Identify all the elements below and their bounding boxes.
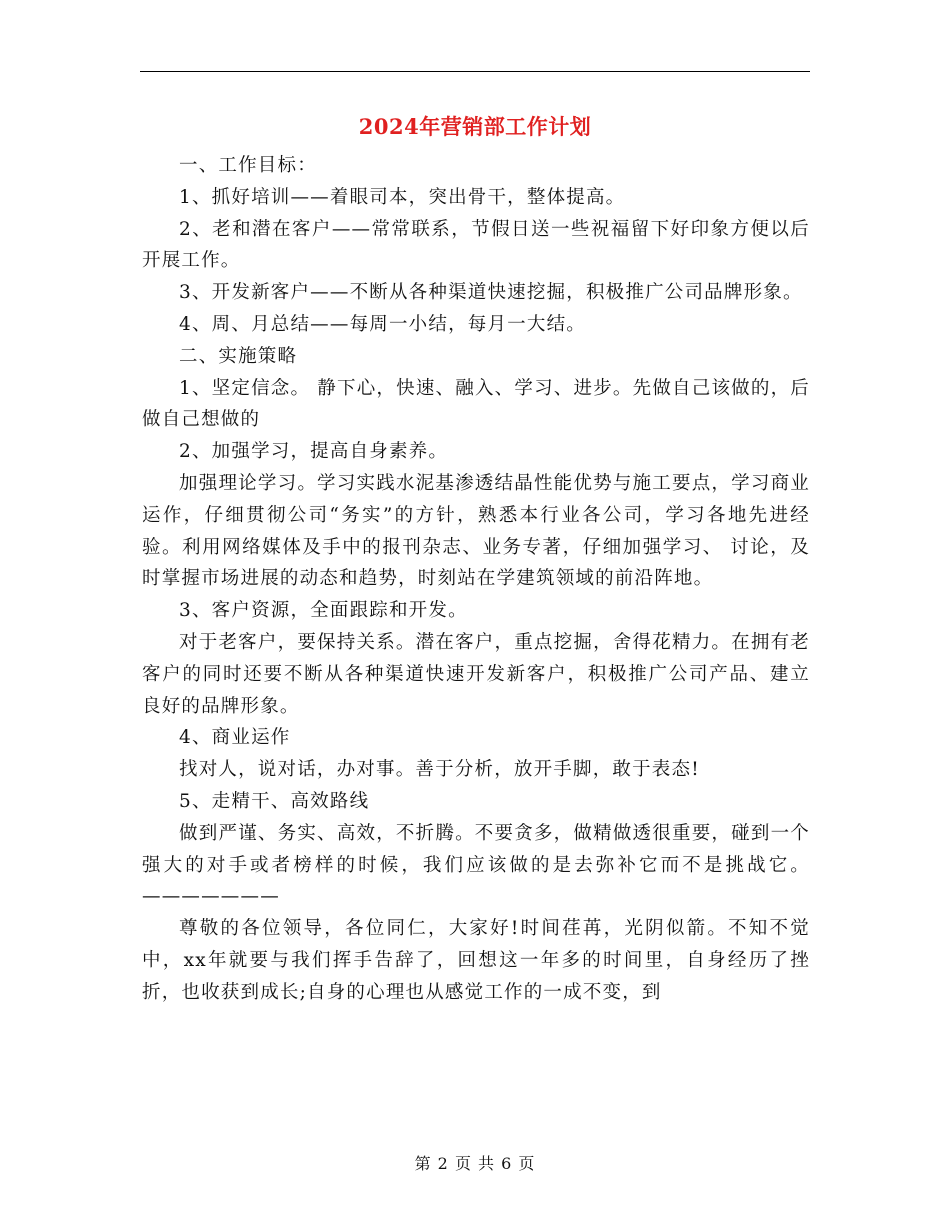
document-body <box>142 150 810 1009</box>
page-footer: 第 2 页 共 6 页 <box>414 1154 536 1173</box>
paragraph: 做到严谨、务实、高效，不折腾。不要贪多，做精做透很重要，碰到一个强大的对手或者榜样的时候，我们应该做的是去弥补它而不是挑战它。——————— <box>142 822 810 908</box>
paragraph: 3、开发新客户——不断从各种渠道快速挖掘，积极推广公司品牌形象。 <box>179 282 803 304</box>
paragraph: 4、周、月总结——每周一小结，每月一大结。 <box>179 313 586 335</box>
paragraph: 二、实施策略 <box>179 345 298 367</box>
paragraph: 找对人，说对话，办对事。善于分析，放开手脚，敢于表态! <box>179 759 700 781</box>
paragraph: 2、老和潜在客户——常常联系，节假日送一些祝福留下好印象方便以后开展工作。 <box>142 218 810 272</box>
paragraph: 2、加强学习，提高自身素养。 <box>179 441 449 463</box>
paragraph: 对于老客户，要保持关系。潜在客户，重点挖掘，舍得花精力。在拥有老客户的同时还要不断从各种渠道快速开发新客户，积极推广公司产品、建立良好的品牌形象。 <box>142 631 810 717</box>
header-rule <box>140 71 810 72</box>
paragraph: 3、客户资源，全面跟踪和开发。 <box>179 600 468 622</box>
paragraph: 尊敬的各位领导，各位同仁，大家好!时间荏苒，光阴似箭。不知不觉中，xx年就要与我们挥手告辞了，回想这一年多的时间里，自身经历了挫折，也收获到成长;自身的心理也从感觉工作的一成不变，到 <box>142 918 810 1003</box>
paragraph: 1、抓好培训——着眼司本，突出骨干，整体提高。 <box>179 186 626 208</box>
paragraph: 一、工作目标： <box>179 155 317 176</box>
page-title: 2024年营销部工作计划 <box>358 114 592 139</box>
paragraph: 5、走精干、高效路线 <box>179 790 370 812</box>
paragraph: 1、坚定信念。 静下心，快速、融入、学习、进步。先做自己该做的，后做自己想做的 <box>142 377 810 431</box>
paragraph: 加强理论学习。学习实践水泥基渗透结晶性能优势与施工要点，学习商业运作，仔细贯彻公司“务实”的方针，熟悉本行业各公司，学习各地先进经验。利用网络媒体及手中的报刊杂志、业务专著，仔细加强学习、 讨论，及时掌握市场进展的动态和趋势，时刻站在学建筑领域的前沿阵地。 <box>142 472 810 590</box>
paragraph: 4、商业运作 <box>179 727 291 749</box>
